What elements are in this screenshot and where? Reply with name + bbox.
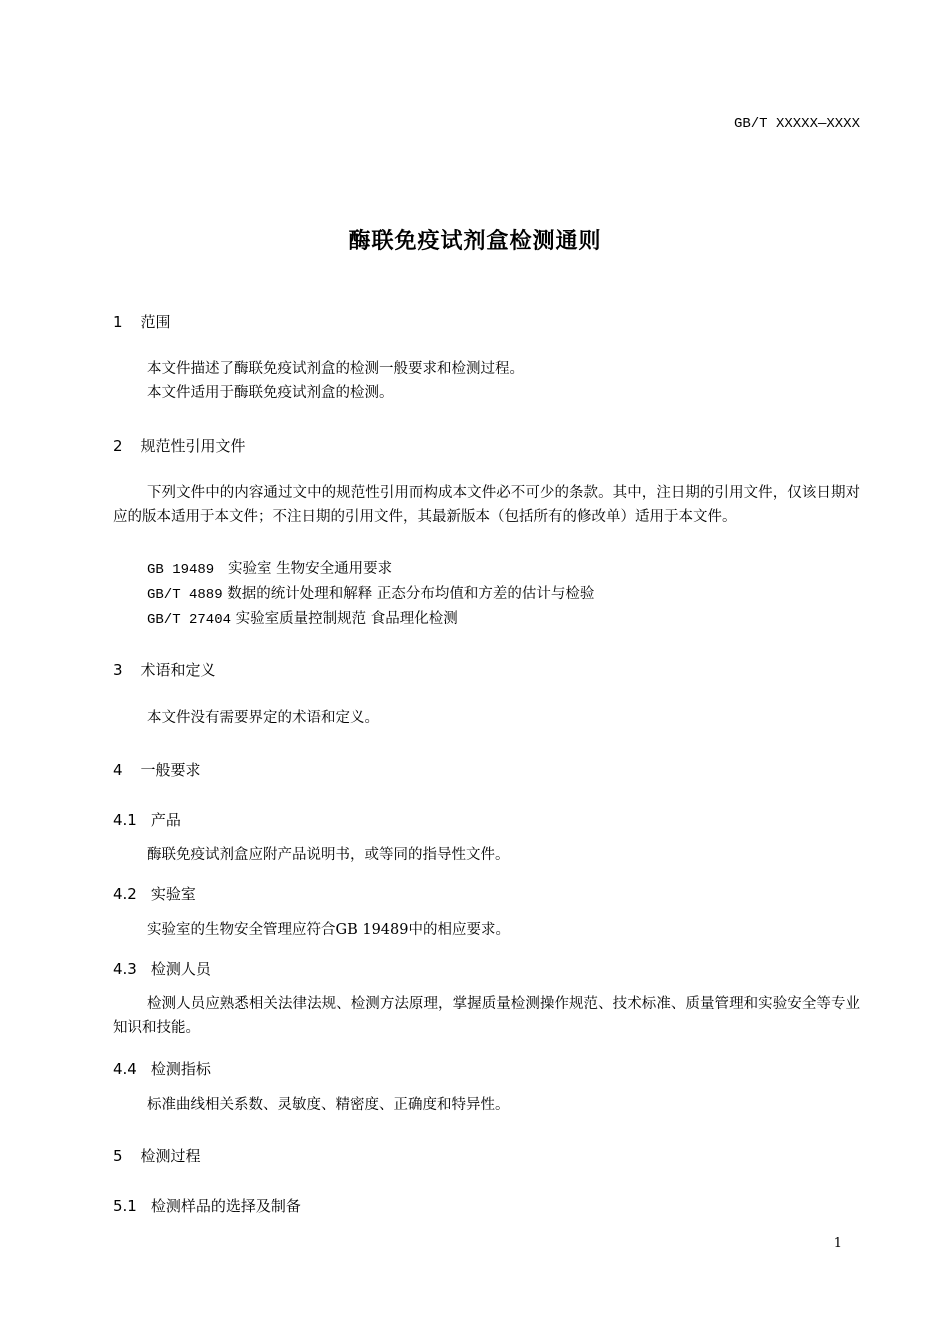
section-number: 1: [113, 313, 123, 331]
subsection-title: 检测样品的选择及制备: [150, 1197, 301, 1215]
reference-item: [147, 557, 392, 578]
subsection-heading-4-4: [113, 1058, 211, 1079]
section-title: 一般要求: [140, 761, 201, 779]
section-heading-5: [113, 1145, 201, 1166]
page-number: 1: [833, 1236, 842, 1251]
subsection-heading-4-1: [113, 809, 181, 830]
subsection-number: 5.1: [113, 1197, 137, 1215]
subsection-heading-4-3: [113, 958, 211, 979]
subsection-title: 检测指标: [150, 1060, 211, 1078]
reference-item: [147, 607, 458, 628]
terms-paragraph: 本文件没有需要界定的术语和定义。: [147, 710, 379, 726]
indicators-paragraph: 标准曲线相关系数、灵敏度、精密度、正确度和特异性。: [147, 1097, 510, 1113]
reference-code: GB/T 4889: [147, 587, 223, 603]
subsection-title: 产品: [150, 811, 181, 829]
section-title: 检测过程: [140, 1147, 201, 1165]
section-heading-1: [113, 311, 171, 332]
section-number: 5: [113, 1147, 123, 1165]
subsection-title: 实验室: [150, 885, 196, 903]
section-title: 术语和定义: [140, 661, 216, 679]
reference-title: 实验室 生物安全通用要求: [228, 561, 393, 577]
reference-item: [147, 582, 594, 603]
subsection-number: 4.4: [113, 1060, 137, 1078]
subsection-heading-5-1: [113, 1195, 301, 1216]
document-title: 酶联免疫试剂盒检测通则: [348, 229, 602, 254]
product-paragraph: 酶联免疫试剂盒应附产品说明书，或等同的指导性文件。: [147, 847, 510, 863]
subsection-number: 4.2: [113, 885, 137, 903]
section-number: 4: [113, 761, 123, 779]
reference-code: GB/T 27404: [147, 612, 232, 628]
section-heading-2: [113, 435, 246, 456]
subsection-heading-4-2: [113, 883, 196, 904]
section-title: 规范性引用文件: [140, 437, 246, 455]
normative-refs-intro: 下列文件中的内容通过文中的规范性引用而构成本文件必不可少的条款。其中，注日期的引用文件，仅该日期对应的版本适用于本文件；不注日期的引用文件，其最新版本（包括所有的修改单）适用于本文件。: [113, 485, 860, 525]
section-title: 范围: [140, 313, 171, 331]
personnel-paragraph: 检测人员应熟悉相关法律法规、检测方法原理，掌握质量检测操作规范、技术标准、质量管理和实验安全等专业知识和技能。: [113, 996, 860, 1036]
reference-code: GB 19489: [147, 562, 215, 578]
standard-code: GB/T XXXXX—XXXX: [733, 116, 860, 132]
reference-title: 实验室质量控制规范 食品理化检测: [235, 611, 458, 627]
section-number: 3: [113, 661, 123, 679]
subsection-number: 4.3: [113, 960, 137, 978]
scope-paragraph-1: 本文件描述了酶联免疫试剂盒的检测一般要求和检测过程。: [147, 361, 524, 377]
subsection-number: 4.1: [113, 811, 137, 829]
subsection-title: 检测人员: [150, 960, 211, 978]
section-number: 2: [113, 437, 123, 455]
reference-title: 数据的统计处理和解释 正态分布均值和方差的估计与检验: [227, 586, 595, 602]
scope-paragraph-2: 本文件适用于酶联免疫试剂盒的检测。: [147, 385, 394, 401]
section-heading-4: [113, 759, 201, 780]
section-heading-3: [113, 659, 216, 680]
laboratory-paragraph: 实验室的生物安全管理应符合GB 19489中的相应要求。: [147, 922, 510, 938]
